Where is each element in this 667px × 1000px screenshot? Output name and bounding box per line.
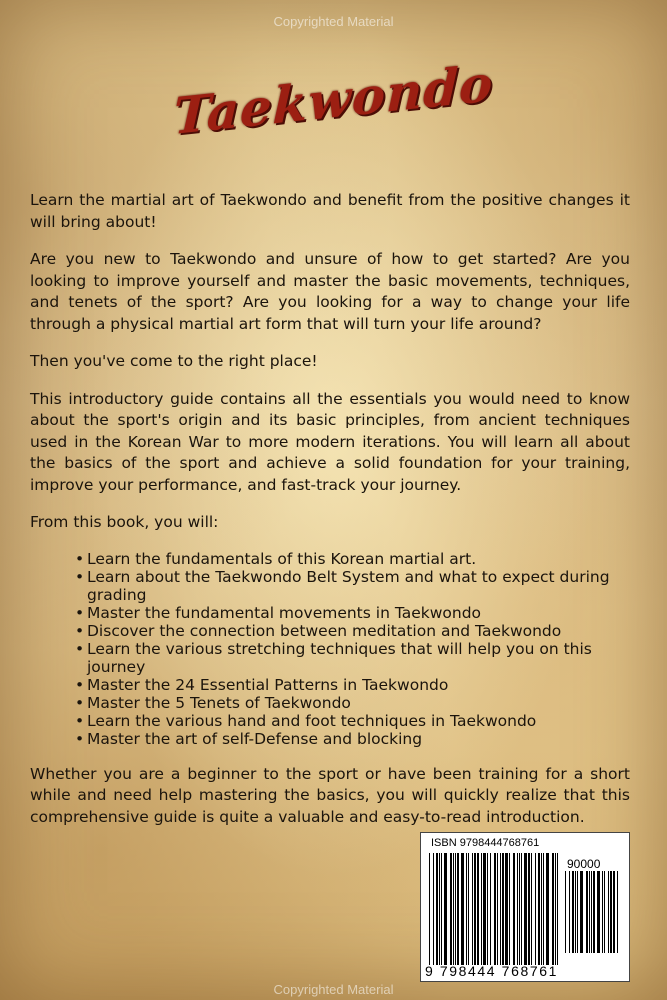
guide-paragraph: This introductory guide contains all the essentials you would need to know about the sport's origin and its basic principles, from ancient techniques used in the Korean War to more modern iterations. You will learn all about the basics of the sport and achieve a solid foundation for your training, improve your performance, and fast-track your journey. (30, 389, 630, 494)
copyright-watermark-bottom: Copyrighted Material (273, 982, 394, 997)
barcode-bar (589, 871, 590, 953)
list-item: • Learn about the Taekwondo Belt System and what to expect during grading (75, 568, 630, 604)
barcode-bar (474, 853, 476, 965)
barcode-bar (453, 853, 454, 965)
book-title: Taekwondo (172, 52, 495, 147)
barcode-bar (546, 853, 549, 965)
benefits-list (30, 550, 630, 748)
barcode-bar (557, 853, 558, 965)
barcode-bar (444, 853, 447, 965)
barcode-bar (617, 871, 618, 953)
isbn-barcode (420, 832, 630, 982)
list-item: • Master the fundamental movements in Taekwondo (75, 604, 630, 622)
barcode-bar (538, 853, 540, 965)
barcode-bar (500, 853, 501, 965)
intro-paragraph: Learn the martial art of Taekwondo and benefit from the positive changes it will bring about! (30, 191, 630, 231)
list-item: • Learn the various stretching techniques that will help you on this journey (75, 640, 630, 676)
barcode-bar (572, 871, 574, 953)
barcode-bar (543, 853, 544, 965)
barcode-bar (552, 853, 554, 965)
barcode-bar (457, 853, 459, 965)
barcode-bar (455, 853, 456, 965)
barcode-bar (519, 853, 520, 965)
barcode-bar (494, 853, 496, 965)
list-item: • Master the 24 Essential Patterns in Taekwondo (75, 676, 630, 694)
barcode-bar (602, 871, 603, 953)
barcode-bar (429, 853, 430, 965)
list-item: • Master the art of self-Defense and blocking (75, 730, 630, 748)
barcode-bars (429, 853, 561, 965)
barcode-bar (502, 853, 504, 965)
price-code: 90000 (567, 857, 601, 871)
barcode-bar (450, 853, 452, 965)
barcode-bar (509, 853, 510, 965)
barcode-bar (521, 853, 522, 965)
list-item: • Learn the fundamentals of this Korean martial art. (75, 550, 630, 568)
barcode-bar (608, 871, 609, 953)
barcode-bar (497, 853, 498, 965)
barcode-bar (580, 871, 583, 953)
barcode-bar (597, 871, 600, 953)
list-item: • Discover the connection between meditation and Taekwondo (75, 622, 630, 640)
copyright-watermark-top: Copyrighted Material (273, 14, 394, 29)
barcode-bar (565, 871, 566, 953)
barcode-bar (517, 853, 518, 965)
barcode-bar (591, 871, 592, 953)
closing-paragraph: Whether you are a beginner to the sport or have been training for a short while and need help mastering the basics, you will quickly realize that this comprehensive guide is quite a valuable and easy-to-read introduction. (30, 764, 630, 826)
barcode-bar (610, 871, 612, 953)
back-cover-text (30, 190, 630, 844)
barcode-bar (483, 853, 486, 965)
barcode-digits: 9 798444 768761 (425, 963, 558, 979)
barcode-bar (433, 853, 434, 965)
barcode-bar (613, 871, 615, 953)
barcode-bar (487, 853, 488, 965)
questions-paragraph: Are you new to Taekwondo and unsure of how to get started? Are you looking to improve yourself and master the basic movements, techniques, and tenets of the sport? Are you looking for a way to change your life through a physical martial art form that will turn your life around? (30, 250, 630, 333)
barcode-bar (436, 853, 438, 965)
list-intro: From this book, you will: (30, 513, 219, 531)
barcode-bar (541, 853, 542, 965)
barcode-bar (505, 853, 508, 965)
barcode-bar (441, 853, 442, 965)
barcode-bar (461, 853, 464, 965)
isbn-label: ISBN 9798444768761 (431, 837, 540, 849)
barcode-bar (575, 871, 576, 953)
barcode-bar (439, 853, 440, 965)
barcode-bar (555, 853, 556, 965)
barcode-bar (604, 871, 605, 953)
barcode-bar (490, 853, 491, 965)
right-place-paragraph: Then you've come to the right place! (30, 352, 318, 370)
addon-barcode-bars (565, 871, 621, 953)
list-item: • Learn the various hand and foot techniques in Taekwondo (75, 712, 630, 730)
barcode-bar (577, 871, 578, 953)
barcode-bar (513, 853, 515, 965)
barcode-bar (472, 853, 473, 965)
barcode-bar (477, 853, 479, 965)
barcode-bar (569, 871, 570, 953)
barcode-bar (535, 853, 536, 965)
barcode-bar (524, 853, 527, 965)
list-item: • Master the 5 Tenets of Taekwondo (75, 694, 630, 712)
barcode-bar (468, 853, 469, 965)
barcode-bar (466, 853, 467, 965)
barcode-bar (593, 871, 595, 953)
barcode-bar (481, 853, 482, 965)
barcode-bar (586, 871, 588, 953)
barcode-bar (528, 853, 530, 965)
barcode-bar (531, 853, 532, 965)
